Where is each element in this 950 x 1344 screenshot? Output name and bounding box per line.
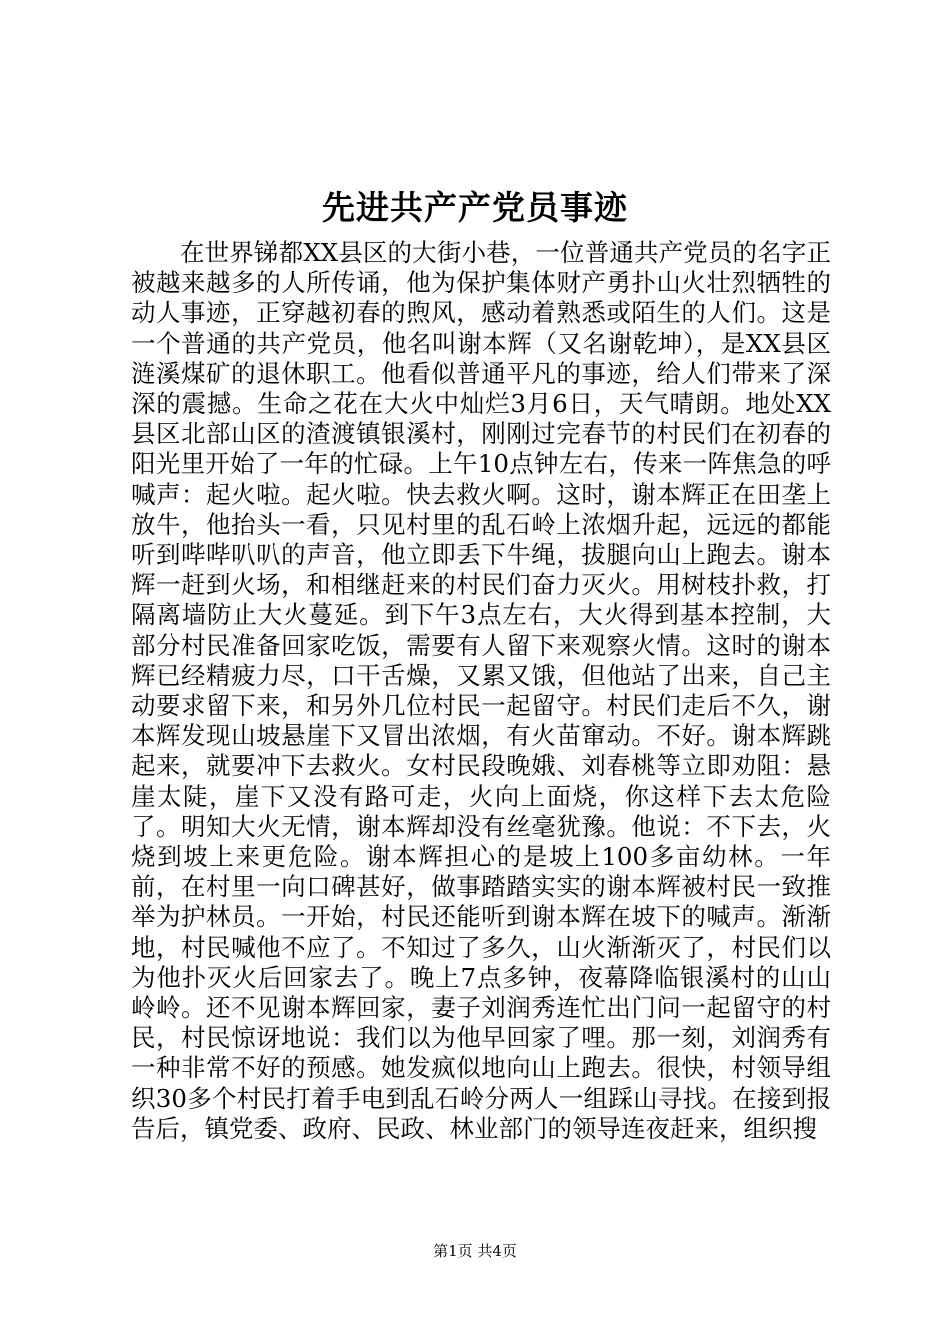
- document-body-paragraph: 在世界锑都XX县区的大街小巷，一位普通共产党员的名字正被越来越多的人所传诵，他为保护集体财产勇扑山火壮烈牺牲的动人事迹，正穿越初春的煦风，感动着熟悉或陌生的人们。这是一个普通的共产党员，他名叫谢本辉（又名谢乾坤），是XX县区涟溪煤矿的退休职工。他看似普通平凡的事迹，给人们带来了深深的震撼。生命之花在大火中灿烂3月6日，天气晴朗。地处XX县区北部山区的渣渡镇银溪村，刚刚过完春节的村民们在初春的阳光里开始了一年的忙碌。上午10点钟左右，传来一阵焦急的呼喊声：起火啦。起火啦。快去救火啊。这时，谢本辉正在田垄上放牛，他抬头一看，只见村里的乱石岭上浓烟升起，远远的都能听到哔哔叭叭的声音，他立即丢下牛绳，拔腿向山上跑去。谢本辉一赶到火场，和相继赶来的村民们奋力灭火。用树枝扑救，打隔离墙防止大火蔓延。到下午3点左右，大火得到基本控制，大部分村民准备回家吃饭，需要有人留下来观察火情。这时的谢本辉已经精疲力尽，口干舌燥，又累又饿，但他站了出来，自己主动要求留下来，和另外几位村民一起留守。村民们走后不久，谢本辉发现山坡悬崖下又冒出浓烟，有火苗窜动。不好。谢本辉跳起来，就要冲下去救火。女村民段晚娥、刘春桃等立即劝阻：悬崖太陡，崖下又没有路可走，火向上面烧，你这样下去太危险了。明知大火无情，谢本辉却没有丝毫犹豫。他说：不下去，火烧到坡上来更危险。谢本辉担心的是坡上100多亩幼林。一年前，在村里一向口碑甚好，做事踏踏实实的谢本辉被村民一致推举为护林员。一开始，村民还能听到谢本辉在坡下的喊声。渐渐地，村民喊他不应了。不知过了多久，山火渐渐灭了，村民们以为他扑灭火后回家去了。晚上7点多钟，夜幕降临银溪村的山山岭岭。还不见谢本辉回家，妻子刘润秀连忙出门问一起留守的村民，村民惊讶地说：我们以为他早回家了哩。那一刻，刘润秀有一种非常不好的预感。她发疯似地向山上跑去。很快，村领导组织30多个村民打着手电到乱石岭分两人一组踩山寻找。在接到报告后，镇党委、政府、民政、林业部门的领导连夜赶来，组织搜: [131, 238, 831, 1143]
- document-title: 先进共产产党员事迹: [322, 188, 628, 227]
- page-number-footer: 第1页 共4页: [433, 1242, 517, 1260]
